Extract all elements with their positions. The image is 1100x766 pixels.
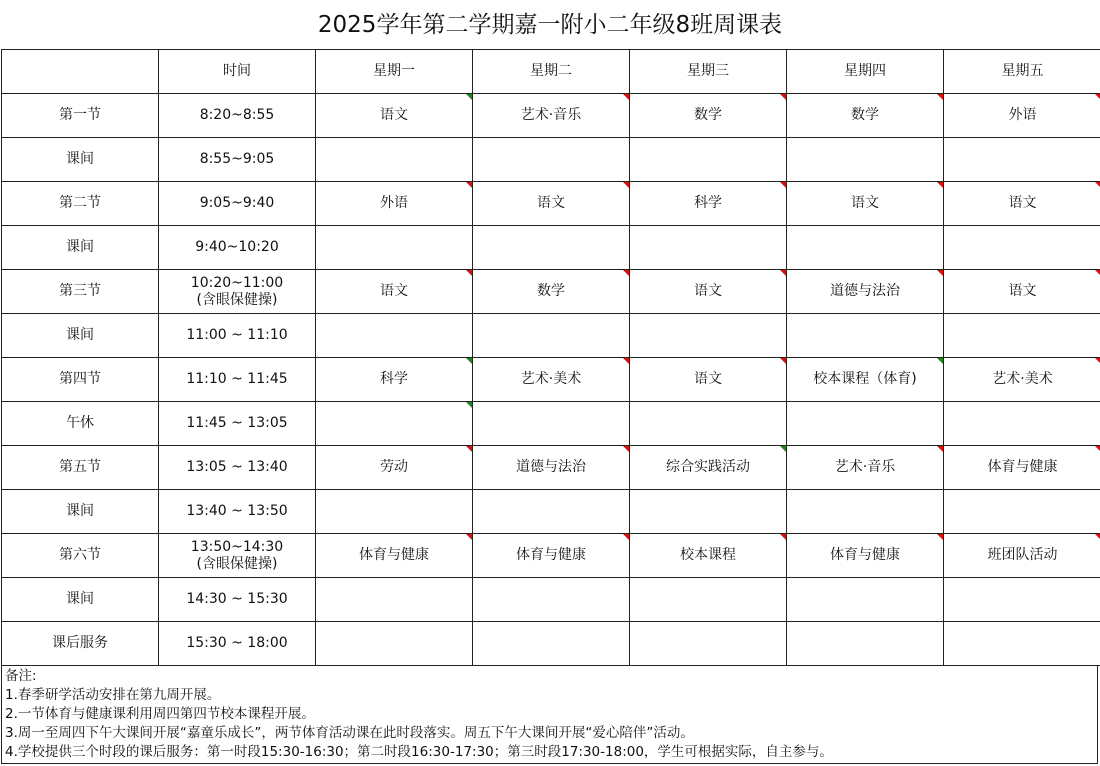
class-cell: 体育与健康 bbox=[787, 534, 944, 578]
class-cell: 艺术·美术 bbox=[473, 358, 630, 402]
note-item: 3.周一至周四下午大课间开展“嘉童乐成长”，两节体育活动课在此时段落实。周五下午大课间开展“爱心陪伴”活动。 bbox=[5, 725, 694, 741]
class-cell: 科学 bbox=[630, 182, 787, 226]
class-cell bbox=[316, 578, 473, 622]
class-cell bbox=[787, 314, 944, 358]
schedule-row bbox=[2, 534, 1100, 578]
schedule-row bbox=[2, 358, 1100, 402]
period-cell: 第三节 bbox=[2, 270, 159, 314]
schedule-table bbox=[1, 49, 1100, 666]
class-cell bbox=[316, 402, 473, 446]
note-item: 4.学校提供三个时段的课后服务：第一时段15:30-16:30；第二时段16:30-17:30；第三时段17:30-18:00，学生可根据实际，自主参与。 bbox=[5, 744, 833, 760]
header-cell bbox=[2, 50, 159, 94]
notes-heading: 备注: bbox=[5, 668, 37, 684]
schedule-row bbox=[2, 226, 1100, 270]
class-cell bbox=[473, 490, 630, 534]
note-item: 1.春季研学活动安排在第九周开展。 bbox=[5, 687, 221, 703]
class-cell: 语文 bbox=[473, 182, 630, 226]
class-cell bbox=[944, 490, 1100, 534]
class-cell bbox=[787, 578, 944, 622]
page-title: 2025学年第二学期嘉一附小二年级8班周课表 bbox=[317, 12, 783, 38]
class-cell: 艺术·美术 bbox=[944, 358, 1100, 402]
class-cell: 体育与健康 bbox=[944, 446, 1100, 490]
time-range: 8:55~9:05 bbox=[199, 151, 275, 167]
period-cell: 课间 bbox=[2, 226, 159, 270]
class-cell: 体育与健康 bbox=[473, 534, 630, 578]
time-range: 9:05~9:40 bbox=[199, 195, 275, 211]
class-cell bbox=[316, 226, 473, 270]
class-cell bbox=[630, 226, 787, 270]
class-cell bbox=[944, 314, 1100, 358]
header-cell: 星期三 bbox=[630, 50, 787, 94]
class-cell bbox=[787, 622, 944, 666]
class-cell bbox=[630, 490, 787, 534]
class-cell: 校本课程 bbox=[630, 534, 787, 578]
class-cell bbox=[630, 402, 787, 446]
class-cell: 艺术·音乐 bbox=[473, 94, 630, 138]
time-cell bbox=[159, 314, 316, 358]
schedule-row bbox=[2, 270, 1100, 314]
header-row bbox=[2, 50, 1100, 94]
class-cell bbox=[944, 402, 1100, 446]
note-item: 2.一节体育与健康课利用周四第四节校本课程开展。 bbox=[5, 706, 315, 722]
class-cell: 外语 bbox=[316, 182, 473, 226]
header-cell: 星期五 bbox=[944, 50, 1100, 94]
schedule-row bbox=[2, 314, 1100, 358]
class-cell bbox=[787, 490, 944, 534]
time-range: 13:40 ~ 13:50 bbox=[186, 503, 288, 519]
class-cell bbox=[473, 622, 630, 666]
class-cell: 校本课程（体育) bbox=[787, 358, 944, 402]
class-cell bbox=[630, 138, 787, 182]
class-cell: 语文 bbox=[316, 94, 473, 138]
class-cell: 数学 bbox=[630, 94, 787, 138]
time-range: 13:50~14:30 bbox=[190, 538, 284, 555]
time-cell bbox=[159, 138, 316, 182]
class-cell: 语文 bbox=[944, 182, 1100, 226]
class-cell bbox=[316, 490, 473, 534]
class-cell bbox=[316, 622, 473, 666]
time-cell bbox=[159, 358, 316, 402]
time-cell bbox=[159, 446, 316, 490]
class-cell: 数学 bbox=[787, 94, 944, 138]
schedule-row bbox=[2, 182, 1100, 226]
time-range: 8:20~8:55 bbox=[199, 107, 275, 123]
class-cell: 道德与法治 bbox=[473, 446, 630, 490]
period-cell: 课间 bbox=[2, 138, 159, 182]
class-cell: 语文 bbox=[944, 270, 1100, 314]
time-cell bbox=[159, 94, 316, 138]
period-cell: 第四节 bbox=[2, 358, 159, 402]
time-range: 15:30 ~ 18:00 bbox=[186, 635, 288, 651]
period-cell: 第五节 bbox=[2, 446, 159, 490]
time-cell bbox=[159, 534, 316, 578]
class-cell bbox=[316, 138, 473, 182]
time-range: 13:05 ~ 13:40 bbox=[186, 459, 288, 475]
period-cell: 第二节 bbox=[2, 182, 159, 226]
class-cell: 综合实践活动 bbox=[630, 446, 787, 490]
period-cell: 课间 bbox=[2, 314, 159, 358]
time-range: 11:10 ~ 11:45 bbox=[186, 371, 288, 387]
period-cell: 课后服务 bbox=[2, 622, 159, 666]
time-range: 14:30 ~ 15:30 bbox=[186, 591, 288, 607]
class-cell: 劳动 bbox=[316, 446, 473, 490]
class-cell: 科学 bbox=[316, 358, 473, 402]
schedule-row bbox=[2, 490, 1100, 534]
class-cell: 道德与法治 bbox=[787, 270, 944, 314]
schedule-row bbox=[2, 94, 1100, 138]
class-cell: 艺术·音乐 bbox=[787, 446, 944, 490]
header-cell: 星期二 bbox=[473, 50, 630, 94]
time-cell bbox=[159, 578, 316, 622]
time-cell bbox=[159, 490, 316, 534]
class-cell: 语文 bbox=[630, 270, 787, 314]
time-range: 9:40~10:20 bbox=[195, 239, 279, 255]
time-range: 10:20~11:00 bbox=[190, 274, 284, 291]
class-cell bbox=[630, 622, 787, 666]
class-cell bbox=[473, 402, 630, 446]
schedule-row bbox=[2, 402, 1100, 446]
class-cell: 体育与健康 bbox=[316, 534, 473, 578]
notes-section bbox=[1, 665, 1098, 764]
time-range: 11:00 ~ 11:10 bbox=[186, 327, 288, 343]
header-cell: 星期一 bbox=[316, 50, 473, 94]
time-cell bbox=[159, 226, 316, 270]
class-cell: 语文 bbox=[630, 358, 787, 402]
class-cell bbox=[473, 138, 630, 182]
time-cell bbox=[159, 622, 316, 666]
schedule-row bbox=[2, 578, 1100, 622]
class-cell bbox=[316, 314, 473, 358]
class-cell bbox=[944, 622, 1100, 666]
class-cell bbox=[473, 578, 630, 622]
class-cell bbox=[787, 226, 944, 270]
period-cell: 午休 bbox=[2, 402, 159, 446]
header-cell: 星期四 bbox=[787, 50, 944, 94]
time-cell bbox=[159, 182, 316, 226]
class-cell: 数学 bbox=[473, 270, 630, 314]
period-cell: 课间 bbox=[2, 578, 159, 622]
class-cell bbox=[630, 578, 787, 622]
schedule-row bbox=[2, 446, 1100, 490]
header-cell: 时间 bbox=[159, 50, 316, 94]
class-cell bbox=[944, 578, 1100, 622]
class-cell bbox=[944, 226, 1100, 270]
class-cell: 外语 bbox=[944, 94, 1100, 138]
period-cell: 第六节 bbox=[2, 534, 159, 578]
class-cell bbox=[944, 138, 1100, 182]
class-cell bbox=[787, 138, 944, 182]
class-cell: 班团队活动 bbox=[944, 534, 1100, 578]
period-cell: 课间 bbox=[2, 490, 159, 534]
time-cell bbox=[159, 270, 316, 314]
class-cell bbox=[473, 314, 630, 358]
class-cell: 语文 bbox=[316, 270, 473, 314]
schedule-row bbox=[2, 622, 1100, 666]
schedule-row bbox=[2, 138, 1100, 182]
time-range: 11:45 ~ 13:05 bbox=[186, 415, 288, 431]
time-note: (含眼保健操) bbox=[196, 291, 278, 308]
class-cell bbox=[630, 314, 787, 358]
time-cell bbox=[159, 402, 316, 446]
class-cell bbox=[787, 402, 944, 446]
time-note: (含眼保健操) bbox=[196, 555, 278, 572]
class-cell: 语文 bbox=[787, 182, 944, 226]
class-cell bbox=[473, 226, 630, 270]
period-cell: 第一节 bbox=[2, 94, 159, 138]
